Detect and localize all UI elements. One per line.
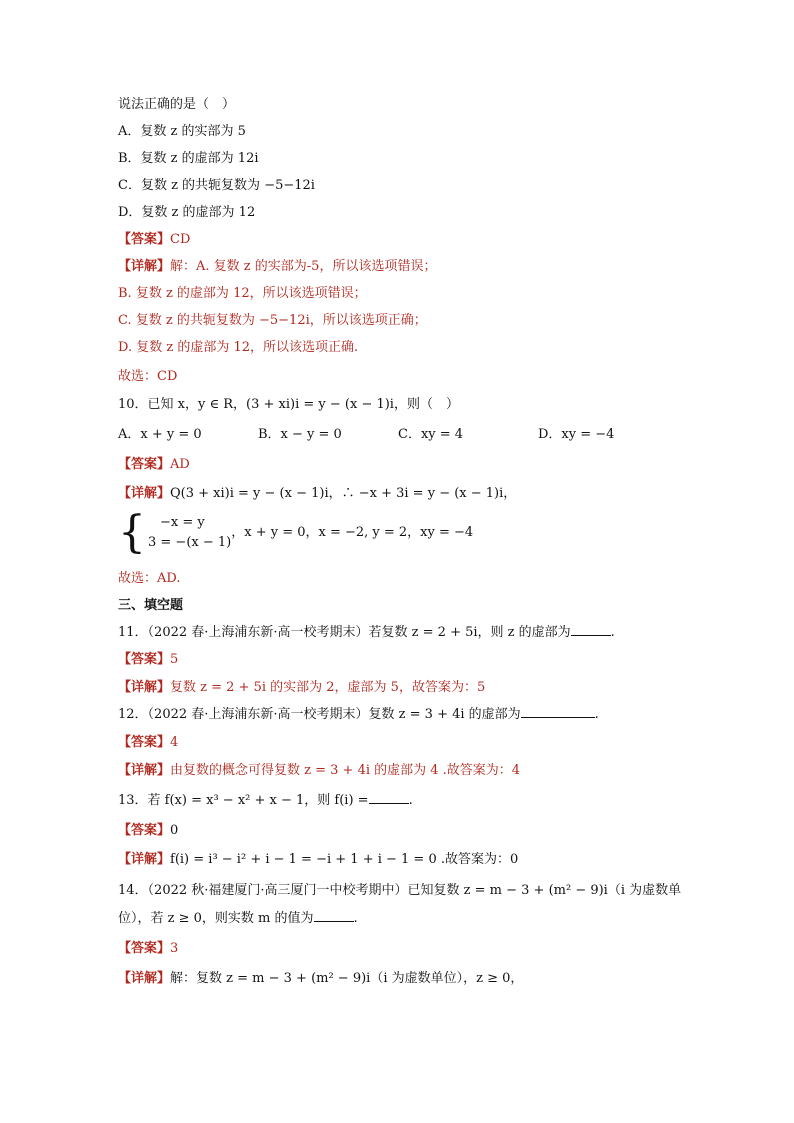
- answer-blank: [314, 909, 354, 922]
- detail-label: 【详解】: [118, 486, 171, 501]
- q11-answer: [118, 650, 178, 670]
- detail-label: 【详解】: [118, 259, 171, 274]
- system-lines: [148, 513, 231, 553]
- q14-stem-line-1: 14．（2022 秋·福建厦门·高三厦门一中校考期中）已知复数 z = m − 3 + (m² − 9)i（i 为虚数单: [118, 883, 682, 898]
- stem-text: 位），若 z ≥ 0，则实数 m 的值为: [118, 911, 314, 926]
- q10-option-a: A．x + y = 0: [118, 427, 202, 442]
- q10-options: [118, 425, 678, 445]
- q14-answer: [118, 939, 178, 959]
- answer-blank: [571, 623, 611, 636]
- q10-stem: 10．已知 x，y ∈ R，(3 + xi)i = y − (x − 1)i，则（ ）: [118, 397, 459, 412]
- q9-detail-1: [118, 257, 436, 277]
- q10-option-d: D．xy = −4: [538, 427, 615, 442]
- q10-conclusion: 故选：AD.: [118, 571, 181, 586]
- q12-answer: [118, 733, 178, 753]
- detail-text: 由复数的概念可得复数 z = 3 + 4i 的虚部为 4 .故答案为：4: [170, 763, 521, 778]
- q9-detail-2: B. 复数 z 的虚部为 12，所以该选项错误；: [118, 286, 367, 301]
- q14-detail: [118, 969, 523, 989]
- answer-label: 【答案】: [118, 457, 171, 472]
- detail-text: 解：A. 复数 z 的实部为-5，所以该选项错误；: [170, 259, 437, 274]
- q9-conclusion: 故选：CD: [118, 369, 178, 384]
- q9-option-c: C．复数 z 的共轭复数为 −5−12i: [118, 178, 315, 193]
- stem-text: 11．（2022 春·上海浦东新·高一校考期末）若复数 z = 2 + 5i，则 z 的虚部为: [118, 625, 571, 640]
- answer-value: 5: [170, 652, 179, 667]
- answer-label: 【答案】: [118, 823, 171, 838]
- answer-label: 【答案】: [118, 652, 171, 667]
- answer-value: AD: [170, 457, 190, 472]
- q13-stem: [118, 791, 413, 811]
- detail-label: 【详解】: [118, 680, 171, 695]
- stem-text: 12．（2022 春·上海浦东新·高一校考期末）复数 z = 3 + 4i 的虚部为: [118, 707, 521, 722]
- q10-option-c: C．xy = 4: [398, 427, 464, 442]
- q9-option-b: B．复数 z 的虚部为 12i: [118, 151, 259, 166]
- q13-detail: [118, 850, 518, 870]
- answer-label: 【答案】: [118, 735, 171, 750]
- detail-text: 复数 z = 2 + 5i 的实部为 2，虚部为 5，故答案为：5: [170, 680, 486, 695]
- answer-label: 【答案】: [118, 941, 171, 956]
- q10-detail-1: [118, 484, 516, 504]
- q10-equation-system: [118, 507, 474, 558]
- answer-label: 【答案】: [118, 232, 171, 247]
- q9-detail-4: D. 复数 z 的虚部为 12，所以该选项正确.: [118, 340, 359, 355]
- answer-value: 4: [170, 735, 179, 750]
- answer-value: 0: [170, 823, 179, 838]
- q9-stem: 说法正确的是（ ）: [118, 97, 236, 112]
- detail-text: 解：复数 z = m − 3 + (m² − 9)i（i 为虚数单位），z ≥ 0，: [170, 971, 524, 986]
- q9-detail-3: C. 复数 z 的共轭复数为 −5−12i，所以该选项正确；: [118, 313, 427, 328]
- stem-end: .: [408, 793, 413, 808]
- stem-end: .: [610, 625, 615, 640]
- detail-label: 【详解】: [118, 971, 171, 986]
- q9-option-a: A．复数 z 的实部为 5: [118, 124, 246, 139]
- q11-stem: [118, 623, 615, 643]
- q12-detail: [118, 761, 520, 781]
- q12-stem: [118, 705, 599, 725]
- stem-end: .: [353, 911, 358, 926]
- q9-answer: [118, 230, 190, 250]
- detail-text: Q(3 + xi)i = y − (x − 1)i，∴ −x + 3i = y − (x − 1)i，: [170, 486, 517, 501]
- system-line-2: 3 = −(x − 1): [148, 535, 232, 550]
- q9-option-d: D．复数 z 的虚部为 12: [118, 205, 256, 220]
- answer-blank: [369, 791, 409, 804]
- answer-value: CD: [170, 232, 191, 247]
- left-brace: {: [118, 507, 146, 558]
- answer-value: 3: [170, 941, 179, 956]
- section-title: 三、填空题: [118, 598, 184, 613]
- q13-answer: [118, 821, 178, 841]
- stem-text: 13．若 f(x) = x³ − x² + x − 1，则 f(i) =: [118, 793, 369, 808]
- system-result: ，x + y = 0，x = −2, y = 2，xy = −4: [231, 525, 474, 540]
- detail-label: 【详解】: [118, 852, 171, 867]
- q10-option-b: B．x − y = 0: [258, 427, 342, 442]
- q14-stem-line-2: [118, 909, 358, 929]
- system-line-1: −x = y: [160, 515, 205, 530]
- detail-text: f(i) = i³ − i² + i − 1 = −i + 1 + i − 1 = 0 .故答案为：0: [170, 852, 519, 867]
- stem-end: .: [594, 707, 599, 722]
- q11-detail: [118, 678, 485, 698]
- q10-answer: [118, 455, 190, 475]
- detail-label: 【详解】: [118, 763, 171, 778]
- answer-blank: [521, 705, 595, 718]
